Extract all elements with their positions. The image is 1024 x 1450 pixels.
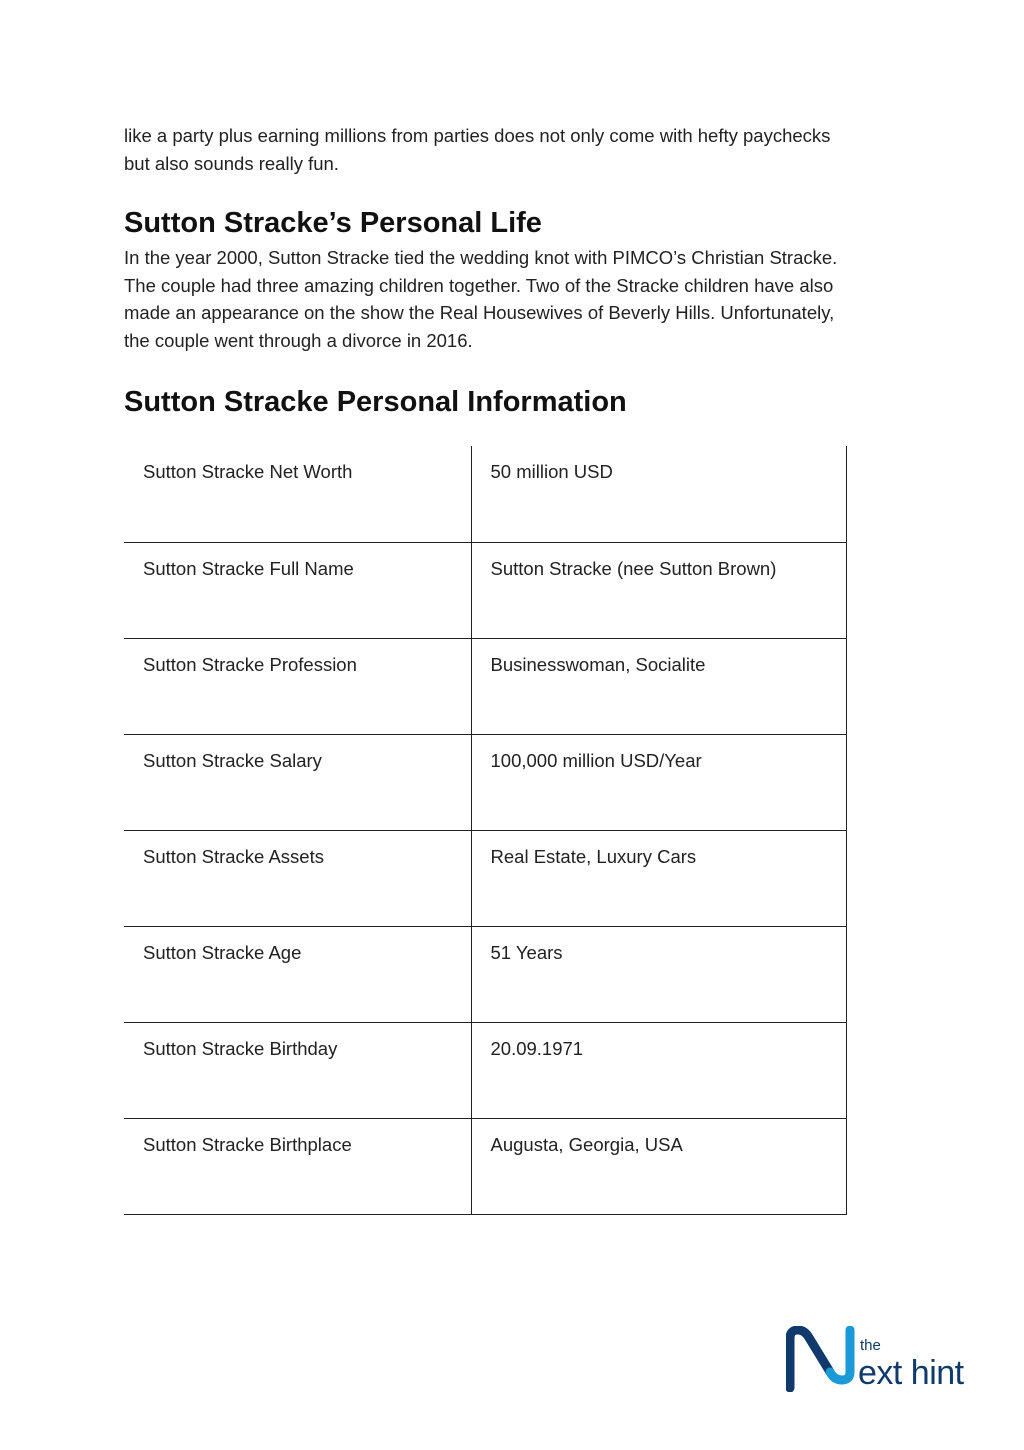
row-label: Sutton Stracke Net Worth bbox=[124, 446, 471, 542]
row-label: Sutton Stracke Age bbox=[124, 926, 471, 1022]
table-row bbox=[124, 830, 847, 926]
table-row bbox=[124, 734, 847, 830]
personal-life-heading: Sutton Stracke’s Personal Life bbox=[124, 207, 542, 239]
personal-life-paragraph: In the year 2000, Sutton Stracke tied the wedding knot with PIMCO’s Christian Stracke. The couple had three amazing children together. Two of the Stracke children have also made an appearance on the show the Real Housewives of Beverly Hills. Unfortunately, the couple went through a divorce in 2016. bbox=[124, 247, 838, 351]
personal-info-table bbox=[124, 446, 847, 1215]
row-value: 20.09.1971 bbox=[471, 1022, 847, 1118]
row-label: Sutton Stracke Birthplace bbox=[124, 1118, 471, 1214]
row-value: 51 Years bbox=[471, 926, 847, 1022]
personal-info-heading: Sutton Stracke Personal Information bbox=[124, 386, 627, 418]
row-value: Businesswoman, Socialite bbox=[471, 638, 847, 734]
row-label: Sutton Stracke Birthday bbox=[124, 1022, 471, 1118]
n-logo-icon bbox=[790, 1330, 850, 1388]
table-row bbox=[124, 542, 847, 638]
logo-small-text: the bbox=[860, 1337, 881, 1354]
row-value: 100,000 million USD/Year bbox=[471, 734, 847, 830]
row-label: Sutton Stracke Assets bbox=[124, 830, 471, 926]
row-value: Real Estate, Luxury Cars bbox=[471, 830, 847, 926]
table-row bbox=[124, 638, 847, 734]
logo-main-text: ext hint bbox=[858, 1354, 964, 1392]
row-value: Sutton Stracke (nee Sutton Brown) bbox=[471, 542, 847, 638]
row-value: 50 million USD bbox=[471, 446, 847, 542]
row-label: Sutton Stracke Salary bbox=[124, 734, 471, 830]
table-row bbox=[124, 1022, 847, 1118]
table-row bbox=[124, 446, 847, 542]
table-row bbox=[124, 1118, 847, 1214]
row-label: Sutton Stracke Profession bbox=[124, 638, 471, 734]
row-label: Sutton Stracke Full Name bbox=[124, 542, 471, 638]
the-next-hint-logo bbox=[786, 1326, 980, 1392]
row-value: Augusta, Georgia, USA bbox=[471, 1118, 847, 1214]
table-row bbox=[124, 926, 847, 1022]
intro-paragraph: like a party plus earning millions from parties does not only come with hefty paychecks but also sounds really fun. bbox=[124, 125, 831, 174]
document-content bbox=[124, 122, 848, 419]
